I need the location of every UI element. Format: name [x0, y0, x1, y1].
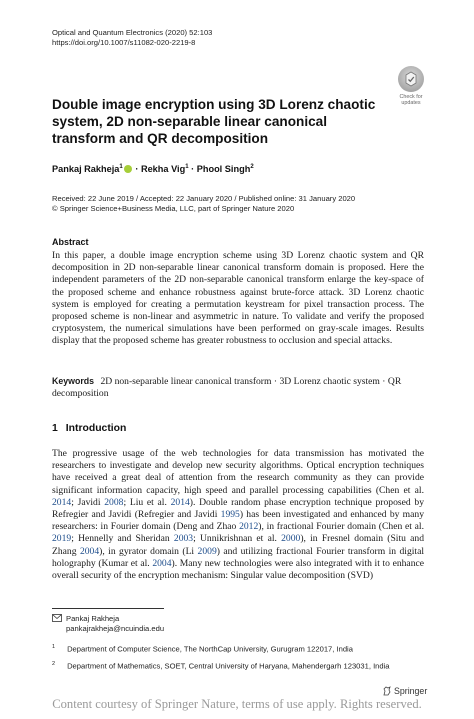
citation-link[interactable]: 2014: [170, 496, 190, 508]
journal-header: [52, 28, 212, 48]
intro-text: ), in Fresnel domain (Situ and Zhang: [52, 533, 425, 557]
affiliation-text: Department of Mathematics, SOET, Central University of Haryana, Mahendergarh 123031, India: [67, 661, 390, 671]
affiliation-text: Department of Computer Science, The NorthCap University, Gurugram 122017, India: [67, 644, 353, 654]
intro-text: ). Double random phase encryption technique proposed by Refregier and Javidi (Refregier and Javidi: [52, 496, 424, 521]
keywords-block: [52, 375, 424, 400]
section-number: 1: [52, 423, 58, 434]
citation-link[interactable]: 2008: [104, 496, 124, 508]
correspondence-email[interactable]: pankajrakheja@ncuindia.edu: [66, 624, 165, 633]
citation-link[interactable]: 2004: [79, 545, 100, 557]
citation-link[interactable]: 2012: [239, 521, 259, 533]
intro-text: ) and utilizing fractional Fourier transform in digital holography (Kumar et al.: [52, 545, 425, 569]
introduction-paragraph: [52, 448, 424, 582]
copyright-line: © Springer Science+Business Media, LLC, part of Springer Nature 2020: [52, 204, 295, 213]
affiliation-number: 1: [52, 644, 56, 650]
correspondence-name: Pankaj Rakheja: [66, 614, 120, 623]
citation-link[interactable]: 2009: [197, 545, 217, 557]
affiliation-number: 2: [52, 661, 56, 667]
keywords-label: Keywords: [52, 376, 95, 386]
correspondence-block: [52, 614, 164, 634]
author-separator: ·: [132, 164, 141, 175]
orcid-icon[interactable]: [124, 165, 132, 173]
intro-text: ). Many new technologies were also integrated with it to enhance overall security of the encryption mechanism: Singular value decomposition (SVD): [52, 557, 425, 582]
intro-text: ; Hennelly and Sheridan: [71, 533, 170, 545]
author-affiliation-mark: 2: [250, 164, 254, 170]
citation-link[interactable]: 1995: [220, 509, 240, 521]
abstract-heading: Abstract: [52, 237, 89, 247]
journal-citation: Optical and Quantum Electronics (2020) 52:103: [52, 28, 213, 37]
author-name: Rekha Vig: [140, 164, 186, 175]
journal-doi[interactable]: https://doi.org/10.1007/s11082-020-2219-8: [52, 38, 196, 47]
keywords-text: 2D non-separable linear canonical transform · 3D Lorenz chaotic system · QR decomposition: [52, 376, 402, 400]
intro-text: ), in gyrator domain (Li: [99, 545, 195, 557]
intro-text: ), in fractional Fourier domain (Chen et al.: [258, 521, 424, 533]
publication-history: [52, 194, 355, 214]
badge-label-2: updates: [401, 100, 421, 106]
envelope-icon: [52, 614, 62, 625]
intro-text: ) has been investigated and enhanced by many researchers: in Fourier domain (Deng and Zhao: [52, 509, 424, 533]
author-affiliation-mark: 1: [119, 164, 123, 170]
publisher-name: Springer: [394, 686, 428, 696]
citation-link[interactable]: 2004: [152, 557, 172, 569]
courtesy-note: Content courtesy of Springer Nature, terms of use apply. Rights reserved.: [52, 697, 422, 711]
author-separator: ·: [188, 164, 197, 175]
check-for-updates-badge[interactable]: [394, 66, 428, 106]
citation-link[interactable]: 2019: [52, 533, 72, 545]
intro-text: ; Liu et al.: [123, 496, 167, 508]
abstract-text: In this paper, a double image encryption scheme using 3D Lorenz chaotic system and QR decomposition in 2D non-separable linear canonical transform domain is proposed. Here the independent parameters of the 2D non-separable canonical transform enlarge the key-space of the proposed scheme and enhance robustness against brute-force attack. 3D Lorenz chaotic system is employed for creating a permutation keystream for pixel transaction process. The proposed scheme is non-linear and asymmetric in nature. To validate and verify the proposed cryptosystem, the numerical simulations have been performed on gray-scale images. Results display that the proposed scheme has greater robustness to occlusion and special attacks.: [52, 250, 424, 347]
intro-text: ; Javidi: [71, 496, 101, 508]
history-dates: Received: 22 June 2019 / Accepted: 22 January 2020 / Published online: 31 January 2020: [52, 194, 356, 203]
check-for-updates-icon: [398, 66, 424, 92]
author-affiliation-mark: 1: [185, 164, 189, 170]
citation-link[interactable]: 2003: [173, 533, 194, 545]
affiliation-1: [52, 642, 353, 655]
intro-text: The progressive usage of the web technologies for data transmission has motivated the researchers to investigate and develop new security algorithms. Optical encryption techniques have received a great deal of attention from the research community as they can provide significant information capacity, high speed and parallel processing capabilities (Chen et al.: [52, 448, 424, 496]
author-name: Pankaj Rakheja: [52, 164, 120, 175]
citation-link[interactable]: 2014: [52, 496, 72, 508]
section-title: Introduction: [65, 423, 127, 434]
badge-label-1: Check for: [399, 94, 423, 100]
footnote-divider: [52, 608, 164, 609]
author-name: Phool Singh: [196, 164, 251, 175]
affiliation-2: [52, 659, 390, 672]
paper-title: Double image encryption using 3D Lorenz chaotic system, 2D non-separable linear canonical transform and QR decomposition: [52, 97, 376, 146]
author-list: [52, 164, 254, 174]
citation-link[interactable]: 2000: [281, 533, 301, 545]
section-heading: [52, 423, 126, 434]
intro-text: ; Unnikrishnan et al.: [193, 533, 277, 545]
